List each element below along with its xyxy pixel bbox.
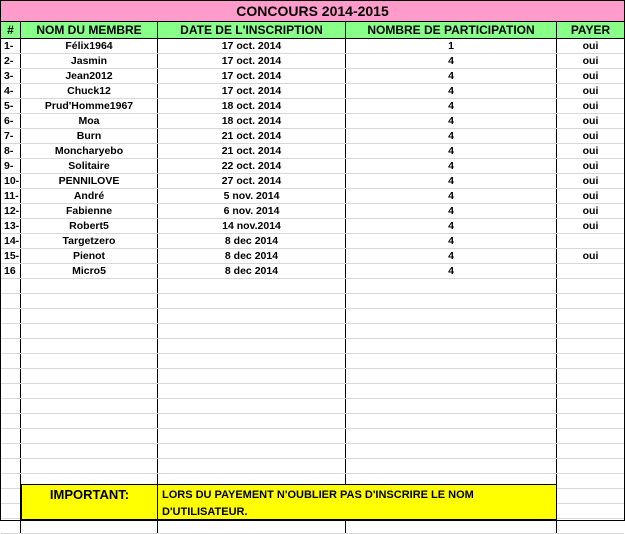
row-number-cell[interactable]: 16	[1, 264, 21, 278]
table-row	[1, 384, 624, 399]
participation-count-cell[interactable]: 4	[346, 144, 557, 158]
table-row	[1, 399, 624, 414]
registration-date-cell[interactable]	[158, 429, 346, 443]
row-number-cell[interactable]: 13-	[1, 219, 21, 233]
member-name-cell[interactable]	[21, 519, 158, 533]
table-row	[1, 444, 624, 459]
participation-count-cell[interactable]: 4	[346, 264, 557, 278]
paid-status-cell[interactable]	[557, 429, 624, 443]
paid-status-cell[interactable]: oui	[582, 55, 599, 67]
paid-status-cell[interactable]: oui	[582, 85, 599, 97]
registration-date-cell[interactable]	[158, 384, 346, 398]
row-number-cell[interactable]	[1, 414, 21, 428]
table-row	[1, 69, 624, 84]
member-name-cell[interactable]	[21, 369, 158, 383]
member-name-cell[interactable]	[21, 414, 158, 428]
table-row	[1, 204, 624, 219]
participation-count-cell[interactable]	[346, 429, 557, 443]
participation-count-cell[interactable]	[346, 309, 557, 323]
row-number-cell[interactable]: 6-	[1, 114, 21, 128]
row-number-cell[interactable]	[1, 354, 21, 368]
registration-date-cell[interactable]	[158, 399, 346, 413]
header-row	[1, 22, 624, 39]
table-row	[1, 99, 624, 114]
paid-status-cell[interactable]	[557, 519, 624, 533]
participation-count-cell[interactable]: 4	[346, 99, 557, 113]
table-row	[1, 414, 624, 429]
registration-date-cell[interactable]	[158, 459, 346, 473]
table-row	[1, 264, 624, 279]
row-number-cell[interactable]: 15-	[1, 249, 21, 263]
registration-date-cell[interactable]: 21 oct. 2014	[158, 129, 346, 143]
row-number-cell[interactable]	[1, 459, 21, 473]
table-row	[1, 219, 624, 234]
member-name-cell[interactable]	[21, 354, 158, 368]
member-name-cell[interactable]	[21, 444, 158, 458]
header-paid[interactable]: PAYER	[570, 23, 611, 37]
row-number-cell[interactable]: 5-	[1, 99, 21, 113]
row-number-cell[interactable]: 9-	[1, 159, 21, 173]
registration-date-cell[interactable]: 18 oct. 2014	[158, 114, 346, 128]
table-row	[1, 459, 624, 474]
registration-date-cell[interactable]	[158, 324, 346, 338]
member-name-cell[interactable]	[21, 309, 158, 323]
member-name-cell[interactable]: PENNILOVE	[21, 174, 158, 188]
row-number-cell[interactable]: 8-	[1, 144, 21, 158]
registration-date-cell[interactable]: 17 oct. 2014	[158, 39, 346, 53]
member-name-cell[interactable]: Pienot	[21, 249, 158, 263]
row-number-cell[interactable]	[1, 279, 21, 293]
participation-count-cell[interactable]: 4	[346, 114, 557, 128]
member-name-cell[interactable]	[21, 339, 158, 353]
registration-date-cell[interactable]: 17 oct. 2014	[158, 54, 346, 68]
table-row	[1, 144, 624, 159]
registration-date-cell[interactable]	[158, 309, 346, 323]
paid-status-cell[interactable]	[557, 369, 624, 383]
table-row	[1, 369, 624, 384]
participation-count-cell[interactable]	[346, 459, 557, 473]
table-row	[1, 339, 624, 354]
paid-status-cell[interactable]: oui	[582, 175, 599, 187]
participation-count-cell[interactable]	[346, 294, 557, 308]
table-row	[1, 309, 624, 324]
row-number-cell[interactable]: 11-	[1, 189, 21, 203]
registration-date-cell[interactable]: 21 oct. 2014	[158, 144, 346, 158]
participation-count-cell[interactable]	[346, 369, 557, 383]
footer-spacer	[1, 484, 21, 520]
registration-date-cell[interactable]	[158, 279, 346, 293]
member-name-cell[interactable]	[21, 399, 158, 413]
paid-status-cell[interactable]	[557, 234, 624, 248]
table-row	[1, 129, 624, 144]
paid-status-cell[interactable]	[557, 354, 624, 368]
member-name-cell[interactable]	[21, 324, 158, 338]
paid-status-cell[interactable]	[557, 279, 624, 293]
paid-status-cell[interactable]: oui	[582, 115, 599, 127]
paid-status-cell[interactable]	[557, 444, 624, 458]
header-participation-count[interactable]: NOMBRE DE PARTICIPATION	[346, 22, 557, 38]
member-name-cell[interactable]	[21, 384, 158, 398]
registration-date-cell[interactable]	[158, 354, 346, 368]
member-name-cell[interactable]	[21, 459, 158, 473]
registration-date-cell[interactable]: 6 nov. 2014	[158, 204, 346, 218]
registration-date-cell[interactable]	[158, 369, 346, 383]
table-row	[1, 54, 624, 69]
member-name-cell[interactable]: Jasmin	[21, 54, 158, 68]
registration-date-cell[interactable]: 17 oct. 2014	[158, 69, 346, 83]
footer-spacer-right	[557, 484, 624, 520]
member-name-cell[interactable]: Prud'Homme1967	[21, 99, 158, 113]
participation-count-cell[interactable]: 4	[346, 234, 557, 248]
row-number-cell[interactable]: 2-	[1, 54, 21, 68]
table-row	[1, 234, 624, 249]
row-number-cell[interactable]	[1, 399, 21, 413]
table-row	[1, 84, 624, 99]
important-label[interactable]: IMPORTANT:	[21, 484, 158, 520]
row-number-cell[interactable]	[1, 294, 21, 308]
participation-count-cell[interactable]	[346, 444, 557, 458]
header-member-name[interactable]: NOM DU MEMBRE	[21, 22, 158, 38]
paid-status-cell[interactable]: oui	[582, 130, 599, 142]
registration-date-cell[interactable]: 14 nov.2014	[158, 219, 346, 233]
participation-count-cell[interactable]: 4	[346, 174, 557, 188]
registration-date-cell[interactable]	[158, 444, 346, 458]
paid-status-cell[interactable]	[557, 399, 624, 413]
header-registration-date[interactable]: DATE DE L'INSCRIPTION	[158, 22, 346, 38]
table-row	[1, 114, 624, 129]
registration-date-cell[interactable]: 8 dec 2014	[158, 264, 346, 278]
paid-status-cell[interactable]	[557, 309, 624, 323]
row-number-cell[interactable]: 14-	[1, 234, 21, 248]
paid-status-cell[interactable]: oui	[582, 220, 599, 232]
row-number-cell[interactable]: 12-	[1, 204, 21, 218]
footer-note	[1, 484, 624, 520]
participation-count-cell[interactable]	[346, 399, 557, 413]
paid-status-cell[interactable]	[557, 414, 624, 428]
row-number-cell[interactable]	[1, 339, 21, 353]
participation-count-cell[interactable]: 4	[346, 159, 557, 173]
member-name-cell[interactable]: Micro5	[21, 264, 158, 278]
table-row	[1, 159, 624, 174]
registration-date-cell[interactable]: 27 oct. 2014	[158, 174, 346, 188]
paid-status-cell[interactable]: oui	[582, 190, 599, 202]
table-row	[1, 354, 624, 369]
member-name-cell[interactable]	[21, 429, 158, 443]
row-number-cell[interactable]: 1-	[1, 39, 21, 53]
member-name-cell[interactable]: Robert5	[21, 219, 158, 233]
participation-count-cell[interactable]: 1	[346, 39, 557, 53]
member-name-cell[interactable]: Targetzero	[21, 234, 158, 248]
paid-status-cell[interactable]: oui	[582, 40, 599, 52]
row-number-cell[interactable]	[1, 324, 21, 338]
member-name-cell[interactable]	[21, 294, 158, 308]
participation-count-cell[interactable]	[346, 384, 557, 398]
member-name-cell[interactable]: Jean2012	[21, 69, 158, 83]
table-row	[1, 324, 624, 339]
registration-date-cell[interactable]: 18 oct. 2014	[158, 99, 346, 113]
paid-status-cell[interactable]: oui	[582, 250, 599, 262]
important-message[interactable]: LORS DU PAYEMENT N'OUBLIER PAS D'INSCRIRE LE NOM D'UTILISATEUR.	[158, 484, 557, 520]
table-row	[1, 249, 624, 264]
participation-count-cell[interactable]	[346, 279, 557, 293]
table-body	[1, 39, 624, 534]
paid-status-cell[interactable]	[557, 294, 624, 308]
registration-date-cell[interactable]: 5 nov. 2014	[158, 189, 346, 203]
member-name-cell[interactable]: Solitaire	[21, 159, 158, 173]
row-number-cell[interactable]: 10-	[1, 174, 21, 188]
registration-date-cell[interactable]: 8 dec 2014	[158, 249, 346, 263]
row-number-cell[interactable]: 3-	[1, 69, 21, 83]
header-number[interactable]: #	[1, 22, 21, 38]
participation-count-cell[interactable]	[346, 324, 557, 338]
paid-status-cell[interactable]	[557, 339, 624, 353]
table-row	[1, 519, 624, 534]
paid-status-cell[interactable]	[557, 264, 624, 278]
member-name-cell[interactable]: Fabienne	[21, 204, 158, 218]
row-number-cell[interactable]: 7-	[1, 129, 21, 143]
member-name-cell[interactable]: André	[21, 189, 158, 203]
table-row	[1, 189, 624, 204]
registration-date-cell[interactable]	[158, 519, 346, 533]
participation-count-cell[interactable]	[346, 339, 557, 353]
row-number-cell[interactable]	[1, 519, 21, 533]
member-name-cell[interactable]: Chuck12	[21, 84, 158, 98]
participation-count-cell[interactable]: 4	[346, 69, 557, 83]
row-number-cell[interactable]	[1, 444, 21, 458]
registration-date-cell[interactable]	[158, 294, 346, 308]
row-number-cell[interactable]	[1, 429, 21, 443]
registration-date-cell[interactable]: 17 oct. 2014	[158, 84, 346, 98]
participation-count-cell[interactable]	[346, 519, 557, 533]
paid-status-cell[interactable]	[557, 324, 624, 338]
paid-status-cell[interactable]: oui	[582, 160, 599, 172]
member-name-cell[interactable]: Burn	[21, 129, 158, 143]
participation-count-cell[interactable]: 4	[346, 189, 557, 203]
paid-status-cell[interactable]	[557, 384, 624, 398]
row-number-cell[interactable]	[1, 309, 21, 323]
participation-count-cell[interactable]: 4	[346, 249, 557, 263]
member-name-cell[interactable]: Moa	[21, 114, 158, 128]
participation-count-cell[interactable]: 4	[346, 84, 557, 98]
participation-count-cell[interactable]: 4	[346, 219, 557, 233]
registration-date-cell[interactable]	[158, 339, 346, 353]
member-name-cell[interactable]	[21, 279, 158, 293]
table-row	[1, 39, 624, 54]
row-number-cell[interactable]	[1, 384, 21, 398]
participation-count-cell[interactable]	[346, 354, 557, 368]
participation-count-cell[interactable]	[346, 414, 557, 428]
member-name-cell[interactable]: Félix1964	[21, 39, 158, 53]
paid-status-cell[interactable]: oui	[582, 70, 599, 82]
table-row	[1, 294, 624, 309]
paid-status-cell[interactable]	[557, 459, 624, 473]
table-row	[1, 429, 624, 444]
participation-count-cell[interactable]: 4	[346, 204, 557, 218]
sheet-title: CONCOURS 2014-2015	[1, 1, 624, 22]
registration-date-cell[interactable]: 8 dec 2014	[158, 234, 346, 248]
row-number-cell[interactable]	[1, 369, 21, 383]
participation-count-cell[interactable]: 4	[346, 129, 557, 143]
paid-status-cell[interactable]: oui	[582, 205, 599, 217]
table-row	[1, 174, 624, 189]
participation-count-cell[interactable]: 4	[346, 54, 557, 68]
registration-date-cell[interactable]: 22 oct. 2014	[158, 159, 346, 173]
paid-status-cell[interactable]: oui	[582, 145, 599, 157]
member-name-cell[interactable]: Moncharyebo	[21, 144, 158, 158]
paid-status-cell[interactable]: oui	[582, 100, 599, 112]
registration-date-cell[interactable]	[158, 414, 346, 428]
row-number-cell[interactable]: 4-	[1, 84, 21, 98]
table-row	[1, 279, 624, 294]
